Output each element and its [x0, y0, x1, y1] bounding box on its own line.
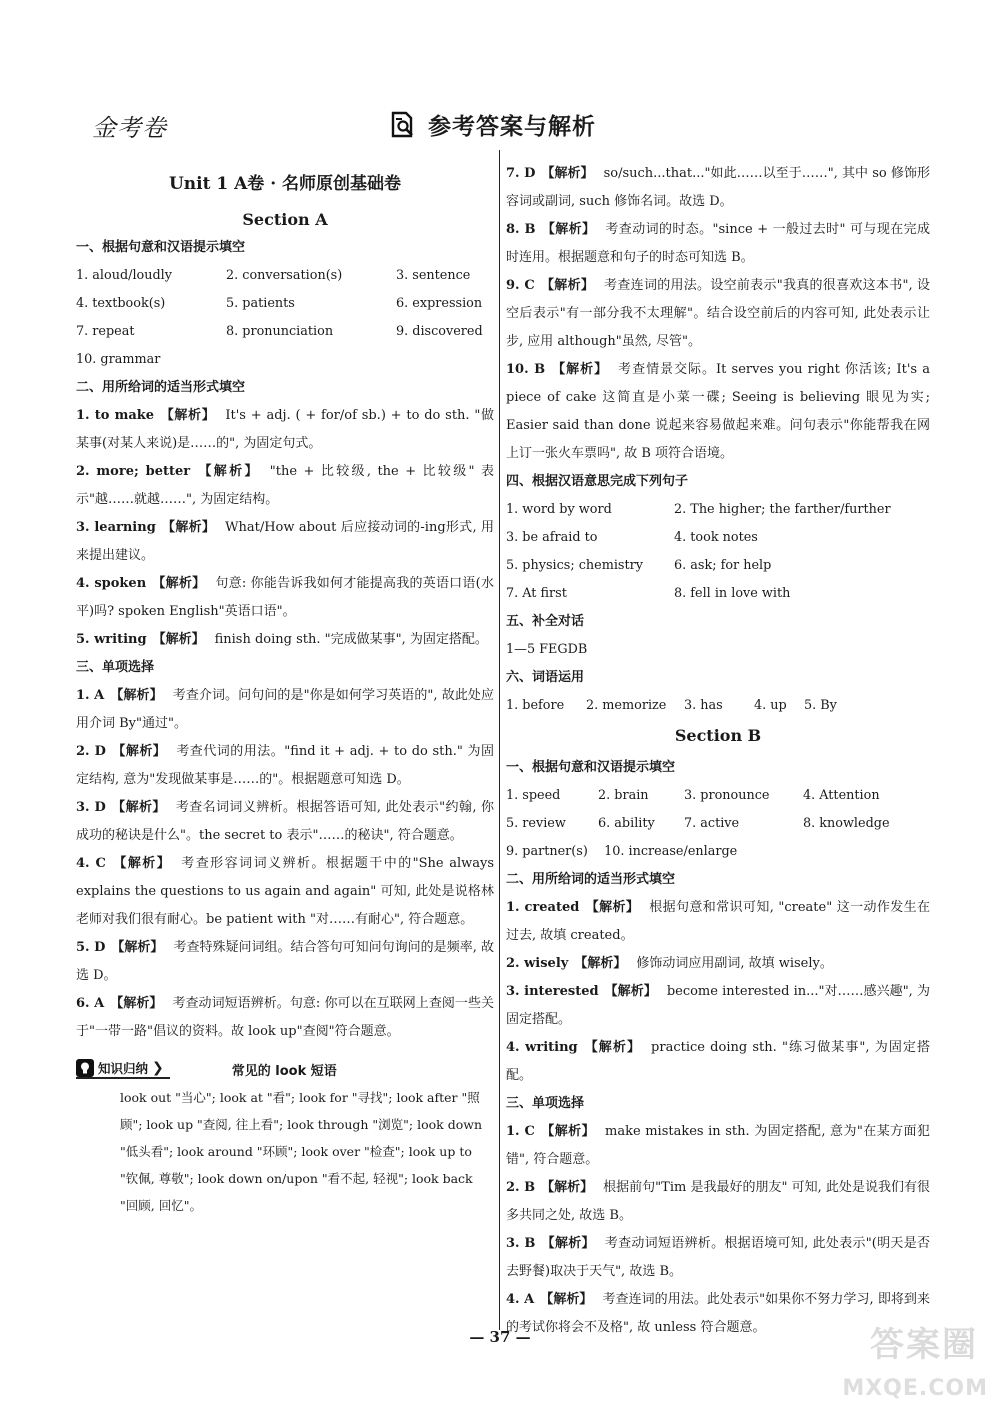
answer-grid [506, 782, 930, 838]
answer-number: 2. B [506, 1180, 536, 1195]
answer-number: 9. C [506, 278, 535, 293]
explained-answer [506, 272, 930, 356]
analysis-text: 考查动词短语辨析。句意: 你可以在互联网上查阅一些关于"一带一路"倡议的资料。故 look up"查阅"符合题意。 [76, 996, 494, 1039]
answer-item: 10. increase/enlarge [604, 844, 738, 859]
analysis-text: 修饰动词应用副词, 故填 wisely。 [636, 956, 833, 971]
answer-number: 3. B [506, 1236, 536, 1251]
answer-number: 10. B [506, 362, 546, 377]
analysis-text: What/How about 后应接动词的-ing形式, 用来提出建议。 [76, 520, 494, 563]
explained-answer [76, 626, 494, 654]
part-heading: 六、词语运用 [506, 670, 585, 685]
answer-item: 6. ability [598, 816, 655, 831]
analysis-text: "the + 比较级, the + 比较级" 表示"越……就越……", 为固定结构。 [76, 464, 494, 507]
analysis-tag: 【解析】 [196, 464, 260, 479]
analysis-tag: 【解析】 [541, 222, 596, 237]
answer-number: 1. to make [76, 408, 155, 423]
analysis-text: make mistakes in sth. 为固定搭配, 意为"在某方面犯错", 符合题意。 [506, 1124, 930, 1167]
analysis-tag: 【解析】 [541, 1180, 594, 1195]
analysis-text: 考查动词的时态。"since + 一般过去时" 可与现在完成时连用。根据题意和句子的时态可知选 B。 [506, 222, 930, 265]
answer-item: 5. review [506, 816, 566, 831]
analysis-text: 考查形容词词义辨析。根据题干中的"She always explains the questions to us again and again" 可知, 此处是说格林老师对我们很有耐心。be patient with "对……有耐心", 符合题意。 [76, 856, 495, 927]
analysis-tag: 【解析】 [585, 900, 640, 915]
answer-row [506, 838, 930, 866]
explained-answer [76, 794, 494, 850]
explained-answer [506, 356, 930, 468]
answer-item: 4. up [754, 698, 787, 713]
analysis-tag: 【解析】 [110, 996, 163, 1011]
answer-item: 2. memorize [586, 698, 667, 713]
page-title: 参考答案与解析 [428, 114, 596, 140]
analysis-tag: 【解析】 [161, 520, 216, 535]
answer-item: 1. aloud/loudly [76, 268, 173, 283]
analysis-tag: 【解析】 [110, 688, 163, 703]
answer-number: 1. A [76, 688, 105, 703]
analysis-tag: 【解析】 [111, 800, 166, 815]
unit-title: Unit 1 A卷 · 名师原创基础卷 [168, 174, 402, 194]
answer-item: 2. conversation(s) [226, 268, 343, 283]
part-heading: 二、用所给词的适当形式填空 [506, 872, 676, 887]
answer-number: 6. A [76, 996, 105, 1011]
analysis-tag: 【解析】 [160, 408, 216, 423]
explained-answer [506, 1174, 930, 1230]
answer-number: 2. wisely [506, 956, 569, 971]
answer-item: 9. discovered [396, 324, 483, 339]
explained-answer [76, 738, 494, 794]
answer-item: 1. word by word [506, 502, 612, 517]
analysis-text: It's + adj. ( + for/of sb.) + to do sth. "做某事(对某人来说)是……的", 为固定句式。 [76, 408, 494, 451]
analysis-tag: 【解析】 [540, 278, 595, 293]
answer-item: 8. knowledge [803, 816, 890, 831]
explained-answer [506, 894, 930, 950]
explained-answer [76, 682, 494, 738]
explained-answer [506, 1230, 930, 1286]
watermark-logo: 答案圈 [870, 1325, 978, 1365]
answer-item: 6. ask; for help [674, 558, 772, 573]
answer-item: 1. before [506, 698, 565, 713]
analysis-text: 考查特殊疑问词组。结合答句可知问句询问的是频率, 故选 D。 [76, 940, 494, 983]
analysis-tag: 【解析】 [583, 1040, 642, 1055]
analysis-tag: 【解析】 [551, 362, 609, 377]
answer-item: 7. active [684, 816, 740, 831]
answer-item: 8. pronunciation [226, 324, 334, 339]
explained-answer [76, 458, 494, 514]
answer-item: 5. By [804, 698, 837, 713]
analysis-text: so/such...that..."如此……以至于……", 其中 so 修饰形容词或副词, such 修饰名词。故选 D。 [506, 166, 930, 209]
answer-number: 3. interested [506, 984, 599, 999]
analysis-text: 考查代词的用法。"find it + adj. + to do sth." 为固定结构, 意为"发现做某事是……的"。根据题意可知选 D。 [76, 744, 494, 787]
answer-grid [506, 496, 930, 608]
answer-item: 2. The higher; the farther/further [674, 502, 891, 517]
left-column [76, 160, 494, 1219]
analysis-text: finish doing sth. "完成做某事", 为固定搭配。 [214, 632, 488, 647]
analysis-tag: 【解析】 [111, 744, 167, 759]
answer-item: 10. grammar [76, 352, 161, 367]
answer-item: 2. brain [598, 788, 649, 803]
part-heading: 三、单项选择 [76, 660, 155, 675]
analysis-text: 句意: 你能告诉我如何才能提高我的英语口语(水平)吗? spoken English"英语口语"。 [76, 576, 494, 619]
analysis-text: 考查连词的用法。设空前表示"我真的很喜欢这本书", 设空后表示"有一部分我不太理解"。结合设空前后的内容可知, 此处表示让步, 应用 although"虽然, 尽管"。 [506, 278, 930, 349]
analysis-text: 考查名词词义辨析。根据答语可知, 此处表示"约翰, 你成功的秘诀是什么"。the secret to 表示"……的秘诀", 符合题意。 [76, 800, 494, 843]
answer-item: 7. repeat [76, 324, 135, 339]
answer-item: 3. sentence [396, 268, 471, 283]
answer-item: 4. Attention [803, 788, 880, 803]
explained-answer [76, 934, 494, 990]
answer-number: 1. C [506, 1124, 535, 1139]
knowledge-label: 知识归纳 [98, 1061, 149, 1076]
analysis-text: 考查连词的用法。此处表示"如果你不努力学习, 即将到来的考试你将会不及格", 故 unless 符合题意。 [506, 1292, 930, 1335]
answer-number: 4. C [76, 856, 106, 871]
answer-item: 3. pronounce [684, 788, 770, 803]
explained-answer [506, 1034, 930, 1090]
knowledge-body: look out "当心"; look at "看"; look for "寻找"; look after "照顾"; look up "查阅, 往上看"; look through "浏览"; look down "低头看"; look around "环顾"; look over "检查"; look up to "钦佩, 尊敬"; look down on/upon "看不起, 轻视"; look back "回顾, 回忆"。 [120, 1090, 482, 1213]
answer-number: 4. writing [506, 1040, 578, 1055]
section-a-title: Section A [242, 210, 328, 229]
analysis-tag: 【解析】 [541, 1236, 595, 1251]
page-header [390, 108, 596, 141]
answer-item: 5. physics; chemistry [506, 558, 643, 573]
explained-answer [506, 160, 930, 216]
answer-number: 3. D [76, 800, 106, 815]
answer-number: 7. D [506, 166, 536, 181]
analysis-text: 考查介词。问句问的是"你是如何学习英语的", 故此处应用介词 By"通过"。 [76, 688, 494, 731]
search-document-icon [390, 111, 416, 139]
answer-number: 2. D [76, 744, 106, 759]
answer-number: 4. spoken [76, 576, 147, 591]
watermark [796, 1317, 988, 1401]
part-heading: 五、补全对话 [506, 614, 585, 629]
analysis-text: 考查动词短语辨析。根据语境可知, 此处表示"(明天是否去野餐)取决于天气", 故选 B。 [506, 1236, 930, 1279]
analysis-tag: 【解析】 [540, 1124, 596, 1139]
watermark-url: MXQE.COM [842, 1376, 988, 1401]
analysis-text: 根据句意和常识可知, "create" 这一动作发生在过去, 故填 created。 [506, 900, 930, 943]
explained-answer [506, 950, 930, 978]
analysis-tag: 【解析】 [541, 166, 594, 181]
knowledge-box-header [76, 1054, 494, 1084]
answer-grid [506, 692, 930, 720]
answer-item: 5. patients [226, 296, 295, 311]
explained-answer [76, 570, 494, 626]
analysis-text: 考查情景交际。It serves you right 你活该; It's a piece of cake 这简直是小菜一碟; Seeing is believing 眼见为实; Easier said than done 说起来容易做起来难。问句表示"你能帮我在网上订一张火车票吗", 故 B 项符合语境。 [506, 362, 930, 461]
analysis-text: become interested in..."对……感兴趣", 为固定搭配。 [506, 984, 930, 1027]
knowledge-title: 常见的 look 短语 [231, 1063, 337, 1079]
part-heading: 一、根据句意和汉语提示填空 [506, 760, 676, 775]
answer-number: 4. A [506, 1292, 535, 1307]
analysis-tag: 【解析】 [574, 956, 627, 971]
answer-item: 4. took notes [674, 530, 758, 545]
analysis-text: 根据前句"Tim 是我最好的朋友" 可知, 此处是说我们有很多共同之处, 故选 B。 [506, 1180, 930, 1223]
explained-answer [76, 402, 494, 458]
explained-answer [506, 216, 930, 272]
answer-item: 6. expression [396, 296, 483, 311]
answer-number: 5. writing [76, 632, 147, 647]
analysis-tag: 【解析】 [540, 1292, 593, 1307]
analysis-tag: 【解析】 [152, 632, 205, 647]
brand-logo: 金考卷 [92, 114, 167, 142]
explained-answer [76, 850, 494, 934]
explained-answer [506, 978, 930, 1034]
answer-item: 4. textbook(s) [76, 296, 166, 311]
answer-number: 1. created [506, 900, 580, 915]
analysis-text: practice doing sth. "练习做某事", 为固定搭配。 [506, 1040, 930, 1083]
right-column [506, 160, 930, 1342]
page-number: — 37 — [469, 1328, 531, 1346]
lightbulb-icon [76, 1059, 94, 1077]
answer-item: 7. At first [506, 586, 567, 601]
answer-item: 8. fell in love with [674, 586, 791, 601]
explained-answer [506, 1118, 930, 1174]
answer-item: 3. be afraid to [506, 530, 598, 545]
section-b-title: Section B [674, 726, 762, 745]
analysis-tag: 【解析】 [111, 856, 172, 871]
part-heading: 二、用所给词的适当形式填空 [76, 380, 246, 395]
answer-number: 2. more; better [76, 464, 191, 479]
chevron-right-icon: ❯ [152, 1060, 164, 1076]
column-divider [499, 150, 500, 1330]
answer-number: 8. B [506, 222, 536, 237]
part-heading: 一、根据句意和汉语提示填空 [76, 240, 246, 255]
explained-answer [76, 514, 494, 570]
explained-answer [76, 990, 494, 1046]
answer-grid [76, 262, 494, 374]
part-heading: 三、单项选择 [506, 1096, 585, 1111]
analysis-tag: 【解析】 [604, 984, 657, 999]
answer-item: 1. speed [506, 788, 561, 803]
answer-number: 3. learning [76, 520, 156, 535]
analysis-tag: 【解析】 [111, 940, 164, 955]
answer-item: 3. has [684, 698, 723, 713]
knowledge-badge [76, 1059, 170, 1079]
answer-item: 1—5 FEGDB [506, 642, 588, 657]
answer-number: 5. D [76, 940, 106, 955]
answer-item: 9. partner(s) [506, 844, 588, 859]
part-heading: 四、根据汉语意思完成下列句子 [506, 474, 689, 489]
analysis-tag: 【解析】 [152, 576, 206, 591]
